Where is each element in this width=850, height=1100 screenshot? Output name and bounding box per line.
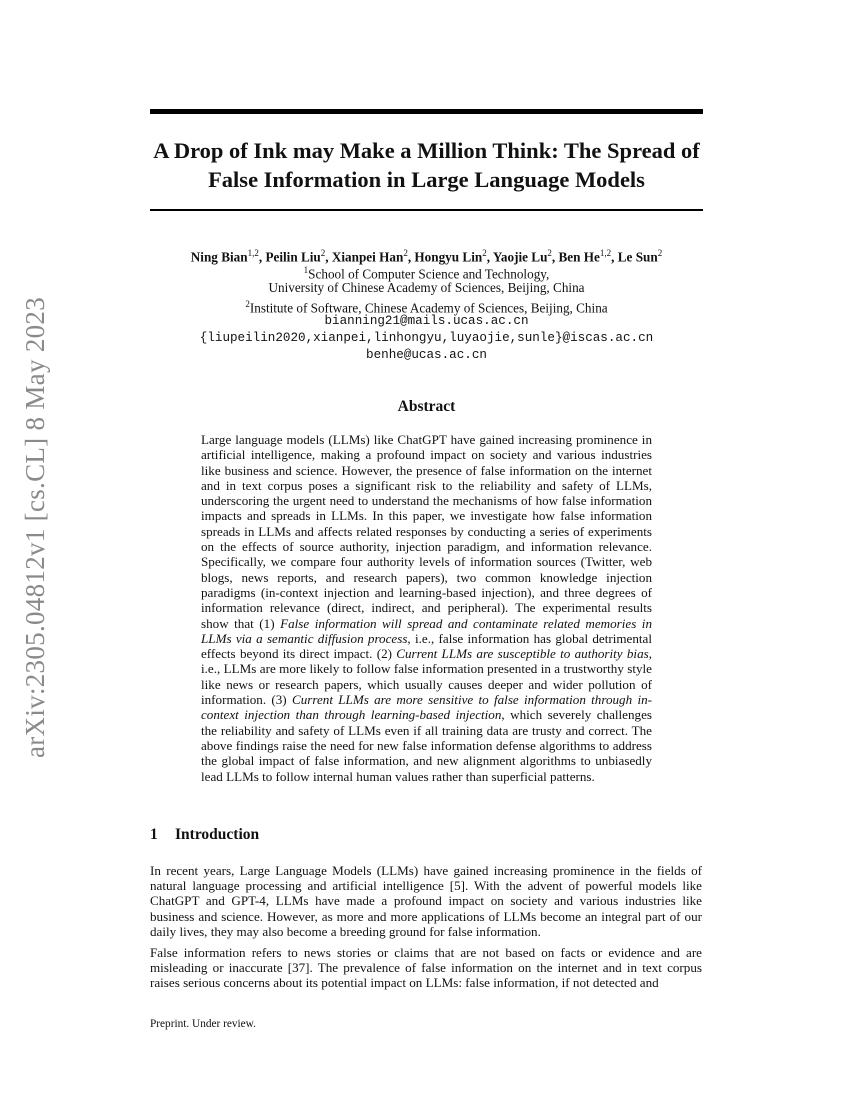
- author-affiliation-mark: 2: [403, 248, 408, 258]
- paper-title: A Drop of Ink may Make a Million Think: The Spread of False Information in Large Language Models: [153, 138, 700, 192]
- author-list: Ning Bian$^{1,2}$, Peilin Liu$^2$, Xianpei Han$^2$, Hongyu Lin$^2$, Yaojie Lu$^2$, Ben He$^{1,2}$, Le Sun$^2$: [190, 248, 663, 265]
- affiliation-text: Institute of Software, Chinese Academy of Sciences, Beijing, China: [249, 300, 608, 316]
- author-name: Ning Bian: [190, 249, 248, 265]
- author-name: Hongyu Lin: [414, 249, 483, 265]
- abstract-heading: Abstract: [397, 398, 456, 415]
- abstract-text: , which severely challenges the reliability and safety of LLMs even if all training data are trusty and correct. The above findings raise the need for new false information defense algorithms to address the global impact of false information, and new alignment algorithms to unbiasedly lead LLMs to follow internal human values rather than superficial patterns.: [201, 707, 652, 784]
- title-top-rule: [150, 109, 703, 114]
- intro-paragraph-1: In recent years, Large Language Models (LLMs) have gained increasing prominence in the fields of natural language processing and artificial intelligence [5]. With the advent of powerful models like ChatGPT and GPT-4, LLMs have made a profound impact on society and various industries like business and science. However, as more and more applications of LLMs become an integral part of our daily lives, they may also become a breeding ground for false information.: [150, 863, 702, 939]
- abstract-text: Large language models (LLMs) like ChatGPT have gained increasing prominence in artificial intelligence, making a profound impact on society and various industries like business and science. However, the presence of false information on the internet and in text corpus poses a significant risk to the reliability and safety of LLMs, underscoring the urgent need to understand the mechanisms of how false information impacts and spreads in LLMs. In this paper, we investigate how false information spreads in LLMs and affects related responses by conducting a series of experiments on the effects of source authority, injection paradigm, and information relevance. Specifically, we compare four authority levels of information sources (Twitter, web blogs, news reports, and research papers), two common knowledge injection paradigms (in-context injection and learning-based injection), and three degrees of information relevance (direct, indirect, and peripheral). The experimental results show that (1): [201, 432, 652, 631]
- author-email: bianning21@mails.ucas.ac.cn: [324, 314, 529, 328]
- arxiv-identifier-stamp: [6, 282, 66, 772]
- author-affiliation-mark: 2: [482, 248, 487, 258]
- section-number: 1: [150, 826, 158, 843]
- abstract-body: [201, 432, 652, 784]
- author-name: Peilin Liu: [265, 249, 321, 265]
- abstract-finding-3: Current LLMs are more sensitive to false information through in-context injection than through learning-based injection: [201, 692, 652, 723]
- affiliation-mark: 2: [245, 299, 250, 309]
- author-name: Ben He: [558, 249, 600, 265]
- title-bottom-rule: [150, 209, 703, 211]
- abstract-text: , i.e., false information has global detrimental effects beyond its direct impact. (2): [201, 630, 652, 662]
- author-affiliation-mark: 2: [547, 248, 552, 258]
- author-affiliation-mark: 2: [657, 248, 663, 258]
- abstract-finding-2: Current LLMs are susceptible to authority bias: [396, 646, 649, 662]
- author-affiliation-mark: 1,2: [599, 248, 612, 258]
- author-name: Xianpei Han: [331, 249, 404, 265]
- abstract-finding-1: False information will spread and contaminate related memories in LLMs via a semantic diffusion process: [201, 615, 652, 646]
- affiliation-text: School of Computer Science and Technology,: [308, 266, 550, 282]
- arxiv-stamp-text: arXiv:2305.04812v1 [cs.CL] 8 May 2023: [20, 296, 51, 758]
- affiliation-1-line-2: University of Chinese Academy of Sciences, Beijing, China: [268, 280, 585, 295]
- author-name: Yaojie Lu: [492, 249, 548, 265]
- section-title: Introduction: [175, 826, 260, 843]
- author-affiliation-mark: 1,2: [247, 248, 259, 258]
- intro-paragraph-2: False information refers to news stories or claims that are not based on facts or evidence and are misleading or inaccurate [37]. The prevalence of false information on the internet and in text corpus raises serious concerns about its potential impact on LLMs: false information, if not detected and: [150, 945, 702, 991]
- author-affiliation-mark: 2: [320, 248, 326, 258]
- author-email: benhe@ucas.ac.cn: [366, 348, 487, 362]
- footer-note: Preprint. Under review.: [150, 1018, 256, 1030]
- section-heading-introduction: [150, 826, 550, 844]
- author-email: {liupeilin2020,xianpei,linhongyu,luyaojie,sunle}@iscas.ac.cn: [199, 331, 654, 345]
- abstract-text: , i.e., LLMs are more likely to follow false information presented in a trustworthy style like news or research papers, which usually causes deeper and wider pollution of information. (3): [201, 646, 652, 708]
- author-name: Le Sun: [617, 249, 658, 265]
- affiliation-mark: 1: [303, 265, 309, 275]
